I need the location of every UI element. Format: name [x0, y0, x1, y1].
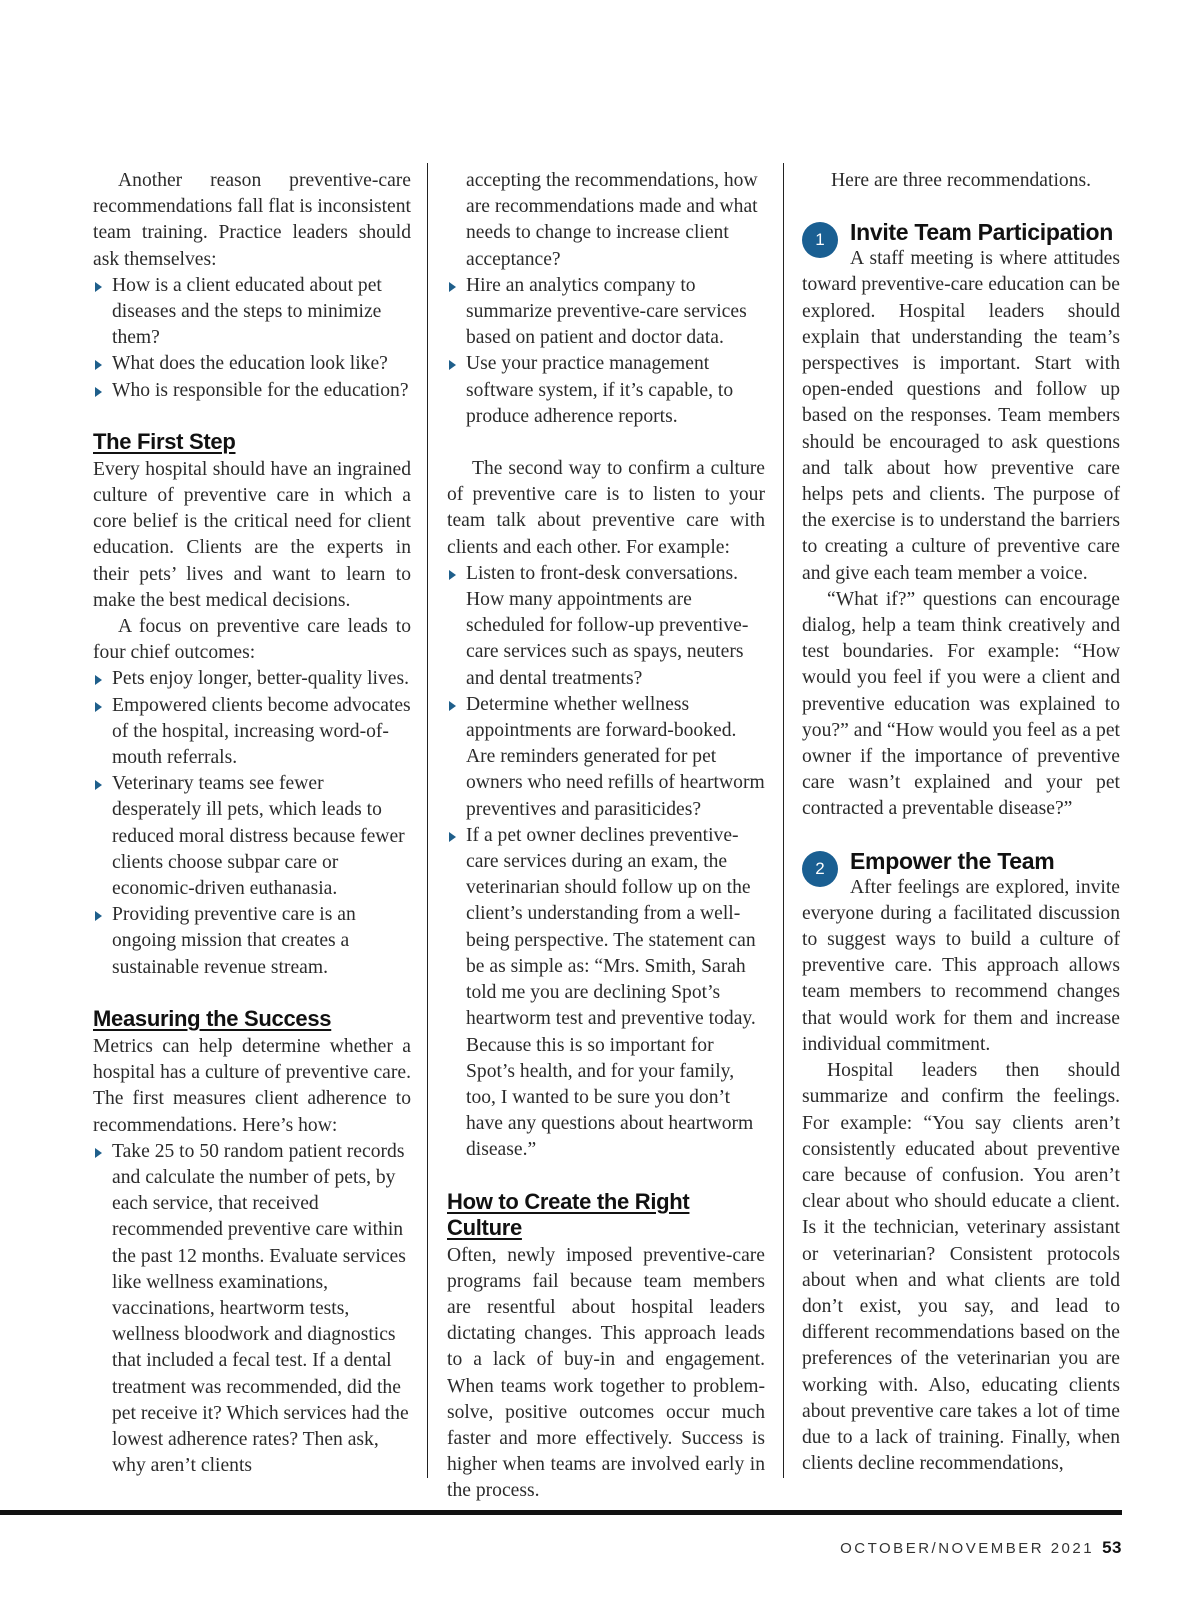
- list-item: Veterinary teams see fewer desperately ill pets, which leads to reduced moral distress because fewer clients choose subpar care or economic-driven euthanasia.: [93, 771, 411, 902]
- listen-bullet-list: [447, 561, 765, 1164]
- recommendation-1-paragraph: A staff meeting is where attitudes toward preventive-care education can be explored. Hospital leaders should explain that understanding the team’s perspectives is important. Start with open-ended questions and follow up based on the responses. Team members should be encouraged to ask questions and talk about how preventive care helps pets and clients. The purpose of the exercise is to understand the barriers to creating a culture of preventive care and give each team member a voice.: [802, 248, 1120, 584]
- footer-rule: [0, 1510, 1122, 1515]
- culture-paragraph: Often, newly imposed preventive-care programs fail because team members are resentful about hospital leaders dictating changes. This approach leads to a lack of buy-in and engagement. When teams work together to problem-solve, positive outcomes occur much faster and more effectively. Success is higher when teams are involved early in the process.: [447, 1244, 765, 1502]
- intro-bullet-list: [93, 273, 411, 404]
- list-item: Providing preventive care is an ongoing mission that creates a sustainable revenue stream.: [93, 902, 411, 981]
- column-1: [93, 168, 411, 1479]
- outcomes-intro-paragraph: A focus on preventive care leads to four chief outcomes:: [93, 616, 411, 664]
- list-item: Hire an analytics company to summarize preventive-care services based on patient and doctor data.: [447, 273, 765, 352]
- recommendation-1-paragraph-2: “What if?” questions can encourage dialog, help a team think creatively and test boundaries. For example: “How would you feel if you were a client and preventive education was explained to you?” and “How would you feel as a pet owner if the importance of preventive care wasn’t explained and your pet contracted a preventable disease?”: [802, 588, 1120, 820]
- intro-paragraph: Another reason preventive-care recommendations fall flat is inconsistent team training. Practice leaders should ask themselves:: [93, 170, 411, 270]
- column-3: [802, 168, 1120, 1477]
- outcomes-bullet-list: [93, 666, 411, 980]
- measuring-bullet-list: [93, 1139, 411, 1480]
- recommendations-intro: Here are three recommendations.: [830, 170, 1092, 191]
- section-heading-measuring-success: Measuring the Success: [93, 1005, 332, 1031]
- number-badge-2: 2: [802, 851, 838, 887]
- list-item: Use your practice management software system, if it’s capable, to produce adherence reports.: [447, 351, 765, 430]
- continued-bullet-list: [447, 168, 765, 430]
- list-item: Empowered clients become advocates of the hospital, increasing word-of-mouth referrals.: [93, 693, 411, 772]
- list-item: How is a client educated about pet diseases and the steps to minimize them?: [93, 273, 411, 352]
- column-divider: [783, 163, 784, 1478]
- second-way-paragraph: The second way to confirm a culture of preventive care is to listen to your team talk about preventive care with clients and each other. For example:: [447, 458, 765, 558]
- list-item: Listen to front-desk conversations. How many appointments are scheduled for follow-up preventive-care services such as spays, neuters and dental treatments?: [447, 561, 765, 692]
- list-item: What does the education look like?: [93, 351, 411, 377]
- recommendation-1-title: Invite Team Participation: [850, 219, 1114, 246]
- column-divider: [427, 163, 428, 1478]
- recommendation-1-heading: [802, 218, 1120, 250]
- recommendation-2-title: Empower the Team: [850, 847, 1055, 874]
- measuring-paragraph: Metrics can help determine whether a hospital has a culture of preventive care. The first measures client adherence to recommendations. Here’s how:: [93, 1035, 411, 1136]
- list-item: Take 25 to 50 random patient records and calculate the number of pets, by each service, that received recommended preventive care within the past 12 months. Evaluate services like wellness examinations, vaccinations, heartworm tests, wellness bloodwork and diagnostics that included a fecal test. If a dental treatment was recommended, did the pet receive it? Which services had the lowest adherence rates? Then ask, why aren’t clients: [93, 1139, 411, 1480]
- spacer: [447, 430, 765, 456]
- list-item-continued: accepting the recommendations, how are recommendations made and what needs to change to increase client acceptance?: [466, 170, 758, 270]
- page-number: 53: [1102, 1538, 1122, 1557]
- list-item: Pets enjoy longer, better-quality lives.: [93, 666, 411, 692]
- column-2: [447, 168, 765, 1505]
- section-heading-right-culture: How to Create the Right Culture: [447, 1188, 690, 1240]
- recommendation-2-heading: [802, 847, 1120, 878]
- section-heading-first-step: The First Step: [93, 428, 236, 454]
- list-item: Determine whether wellness appointments are forward-booked. Are reminders generated for pet owners who need refills of heartworm preventives and parasiticides?: [447, 692, 765, 823]
- first-step-paragraph: Every hospital should have an ingrained culture of preventive care in which a core belief is the critical need for client education. Clients are the experts in their pets’ lives and want to learn to make the best medical decisions.: [93, 458, 411, 611]
- recommendation-2-paragraph-2: Hospital leaders then should summarize and confirm the feelings. For example: “You say clients aren’t consistently educated about preventive care because of confusion. You aren’t clear about who should educate a client. Is it the technician, veterinary assistant or veterinarian? Consistent protocols about when and what clients are told don’t exist, you say, and lead to different recommendations based on the preferences of the veterinarian you are working with. Also, educating clients about preventive care takes a lot of time due to a lack of training. Finally, when clients decline recommendations,: [802, 1060, 1120, 1475]
- recommendation-2-paragraph: After feelings are explored, invite everyone during a facilitated discussion to suggest ways to build a culture of preventive care. This approach allows team members to recommend changes that would work for them and increase individual commitment.: [802, 876, 1120, 1055]
- page-footer: [840, 1538, 1122, 1558]
- list-item: If a pet owner declines preventive-care services during an exam, the veterinarian should follow up on the client’s understanding from a well-being perspective. The statement can be as simple as: “Mrs. Smith, Sarah told me you are declining Spot’s heartworm test and preventive today. Because this is so important for Spot’s health, and for your family, too, I wanted to be sure you don’t have any questions about heartworm disease.”: [447, 823, 765, 1164]
- number-badge-1: 1: [802, 222, 838, 258]
- list-item: Who is responsible for the education?: [93, 378, 411, 404]
- issue-date: OCTOBER/NOVEMBER 2021: [840, 1540, 1095, 1557]
